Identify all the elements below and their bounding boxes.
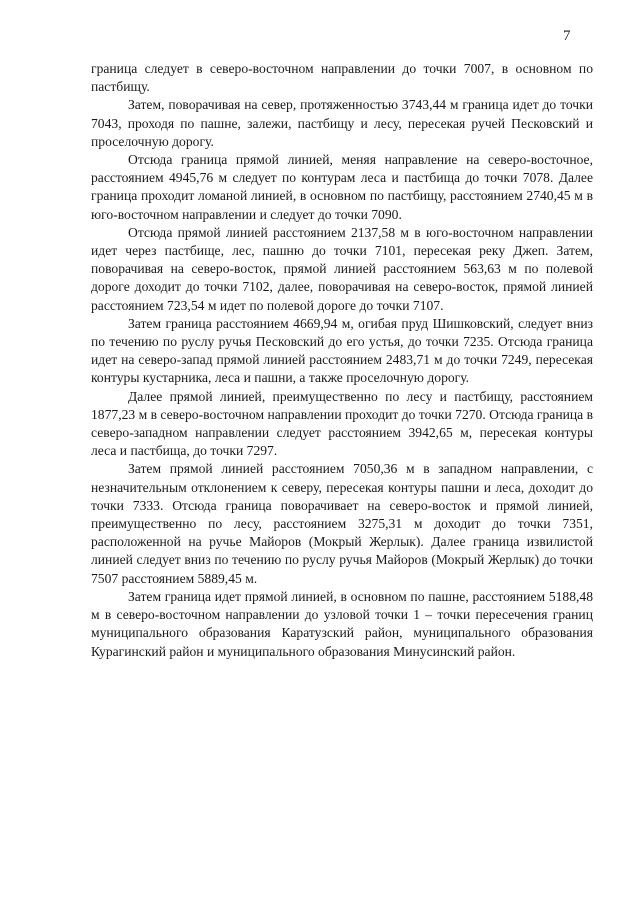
document-body bbox=[91, 60, 593, 661]
paragraph-8: Затем граница идет прямой линией, в основном по пашне, расстоянием 5188,48 м в северо-восточном направлении до узловой точки 1 – точки пересечения границ муниципального образования Каратузский район, муниципального образования Курагинский район и муниципального образования Минусинский район. bbox=[91, 588, 593, 659]
paragraph-3: Отсюда граница прямой линией, меняя направление на северо-восточное, расстоянием 4945,76 м следует по контурам леса и пастбища до точки 7078. Далее граница проходит ломаной линией, в основном по пастбищу, расстоянием 2740,45 м в юго-восточном направлении и следует до точки 7090. bbox=[91, 152, 593, 222]
paragraph-2: Затем, поворачивая на север, протяженностью 3743,44 м граница идет до точки 7043, проходя по пашне, залежи, пастбищу и лесу, пересекая ручей Песковский и проселочную дорогу. bbox=[91, 97, 593, 149]
paragraph-4: Отсюда прямой линией расстоянием 2137,58 м в юго-восточном направлении идет через пастбище, лес, пашню до точки 7101, пересекая реку Джеп. Затем, поворачивая на северо-восток, прямой линией расстоянием 563,63 м по полевой дороге доходит до точки 7102, далее, поворачивая на северо-восток, прямой линией расстоянием 723,54 м идет по полевой дороге до точки 7107. bbox=[91, 224, 593, 313]
paragraph-7: Затем прямой линией расстоянием 7050,36 м в западном направлении, с незначительным отклонением к северу, пересекая контуры пашни и леса, доходит до точки 7333. Отсюда граница поворачивает на северо-восток и прямой линией, преимущественно по лесу, расстоянием 3275,31 м доходит до точки 7351, расположенной на ручье Майоров (Мокрый Жерлык). Далее граница извилистой линией следует вниз по течению по руслу ручья Майоров (Мокрый Жерлык) до точки 7507 расстоянием 5889,45 м. bbox=[91, 461, 593, 586]
paragraph-5: Затем граница расстоянием 4669,94 м, огибая пруд Шишковский, следует вниз по течению по руслу ручья Песковский до его устья, до точки 7235. Отсюда граница идет на северо-запад прямой линией расстоянием 2483,71 м до точки 7249, пересекая контуры кустарника, леса и пашни, а также проселочную дорогу. bbox=[91, 315, 593, 386]
paragraph-1: граница следует в северо-восточном направлении до точки 7007, в основном по пастбищу. bbox=[91, 61, 593, 95]
page-number: 7 bbox=[563, 28, 571, 44]
paragraph-6: Далее прямой линией, преимущественно по лесу и пастбищу, расстоянием 1877,23 м в северо-восточном направлении проходит до точки 7270. Отсюда граница в северо-западном направлении следует расстоянием 3942,65 м, пересекая контуры леса и пастбища, до точки 7297. bbox=[91, 388, 593, 459]
